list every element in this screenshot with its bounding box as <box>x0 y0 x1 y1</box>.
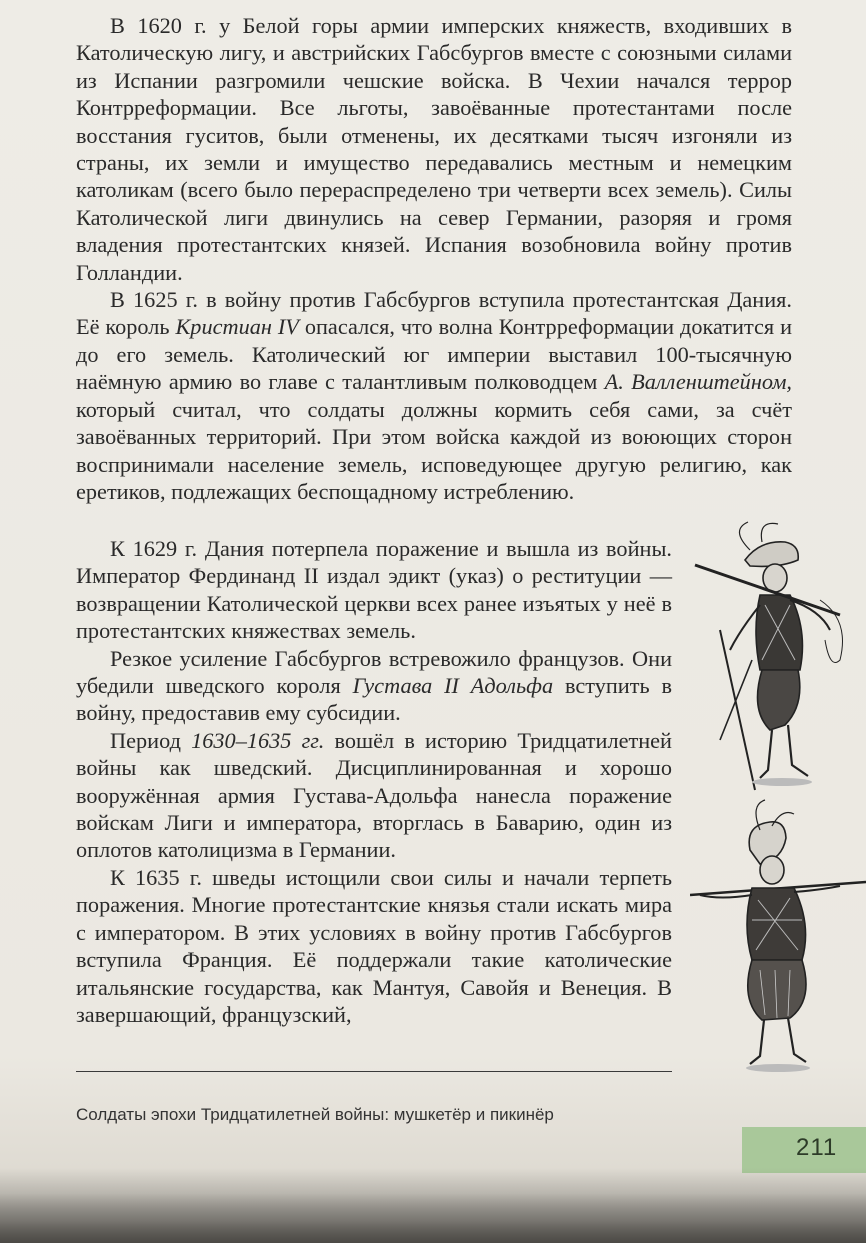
page-edge-shadow <box>0 1168 866 1243</box>
paragraph-1625 <box>76 286 792 505</box>
musketeer-figure <box>695 522 843 790</box>
paragraph-1635: К 1635 г. шведы истощили свои силы и начали терпеть поражения. Многие протестантские князья стали искать мира с императором. В этих условиях в войну против Габсбургов вступила Франция. Её поддержали такие католические итальянские государства, как Мантуя, Савойя и Венеция. В завершающий, французский, <box>76 864 672 1027</box>
figure-caption: Солдаты эпохи Тридцатилетней войны: мушкетёр и пикинёр <box>76 1105 554 1124</box>
paragraph-french-alarm <box>76 645 672 727</box>
italic-period-dates: 1630–1635 гг. <box>191 727 325 753</box>
text-run: В 1625 г. в войну против Габсбургов вступила протестантская Дания. Её король <box>76 287 792 340</box>
italic-name-christian: Кристиан IV <box>175 314 299 340</box>
text-run: опасался, что волна Контрреформации докатится и до его земель. Католический юг империи выставил 100-тысячную наёмную армию во главе с талантливым полководцем <box>76 314 792 395</box>
text-run: вступить в войну, предоставив ему субсидии. <box>76 673 672 726</box>
text-column-wide <box>76 12 792 505</box>
text-column-narrow <box>76 535 672 1028</box>
page-number: 211 <box>796 1134 838 1161</box>
italic-name-wallenstein: А. Валленштейном, <box>604 369 792 395</box>
text-run: Резкое усиление Габсбургов встревожило французов. Они убедили шведского короля <box>76 645 672 699</box>
paragraph-1629: К 1629 г. Дания потерпела поражение и вышла из войны. Император Фердинанд II издал эдикт (указ) о реституции — возвращении Католической церкви всех ранее изъятых у неё в протестантских княжествах земель. <box>76 536 672 644</box>
caption-divider <box>76 1071 672 1072</box>
text-run: вошёл в историю Тридцатилетней войны как шведский. Дисциплинированная и хорошо вооружённая армия Густава-Адольфа нанесла поражение войскам Лиги и императора, вторглась в Баварию, один из оплотов католицизма в Германии. <box>76 727 672 863</box>
text-run: Период <box>110 727 192 753</box>
paragraph-swedish-period <box>76 727 672 864</box>
paragraph-1620: В 1620 г. у Белой горы армии имперских княжеств, входивших в Католическую лигу, и австрийских Габсбургов вместе с союзными силами из Испании разгромили чешские войска. В Чехии начался террор Контрреформации. Все льготы, завоёванные протестантами после восстания гуситов, были отменены, их десятками тысяч изгоняли из страны, их земли и имущество передавались местным и немецким католикам (всего было перераспределено три четверти всех земель). Силы Католической лиги двинулись на север Германии, разоряя и громя владения протестантских князей. Испания возобновила войну против Голландии. <box>76 13 792 285</box>
text-run: который считал, что солдаты должны кормить себя сами, за счёт завоёванных территорий. При этом войска каждой из воюющих сторон воспринимали население земель, исповедующее другую религию, как еретиков, подлежащих беспощадному истреблению. <box>76 396 792 504</box>
soldiers-illustration <box>690 520 866 1080</box>
pikeman-figure <box>690 800 866 1072</box>
italic-name-gustav: Густава II Адольфа <box>352 673 554 699</box>
